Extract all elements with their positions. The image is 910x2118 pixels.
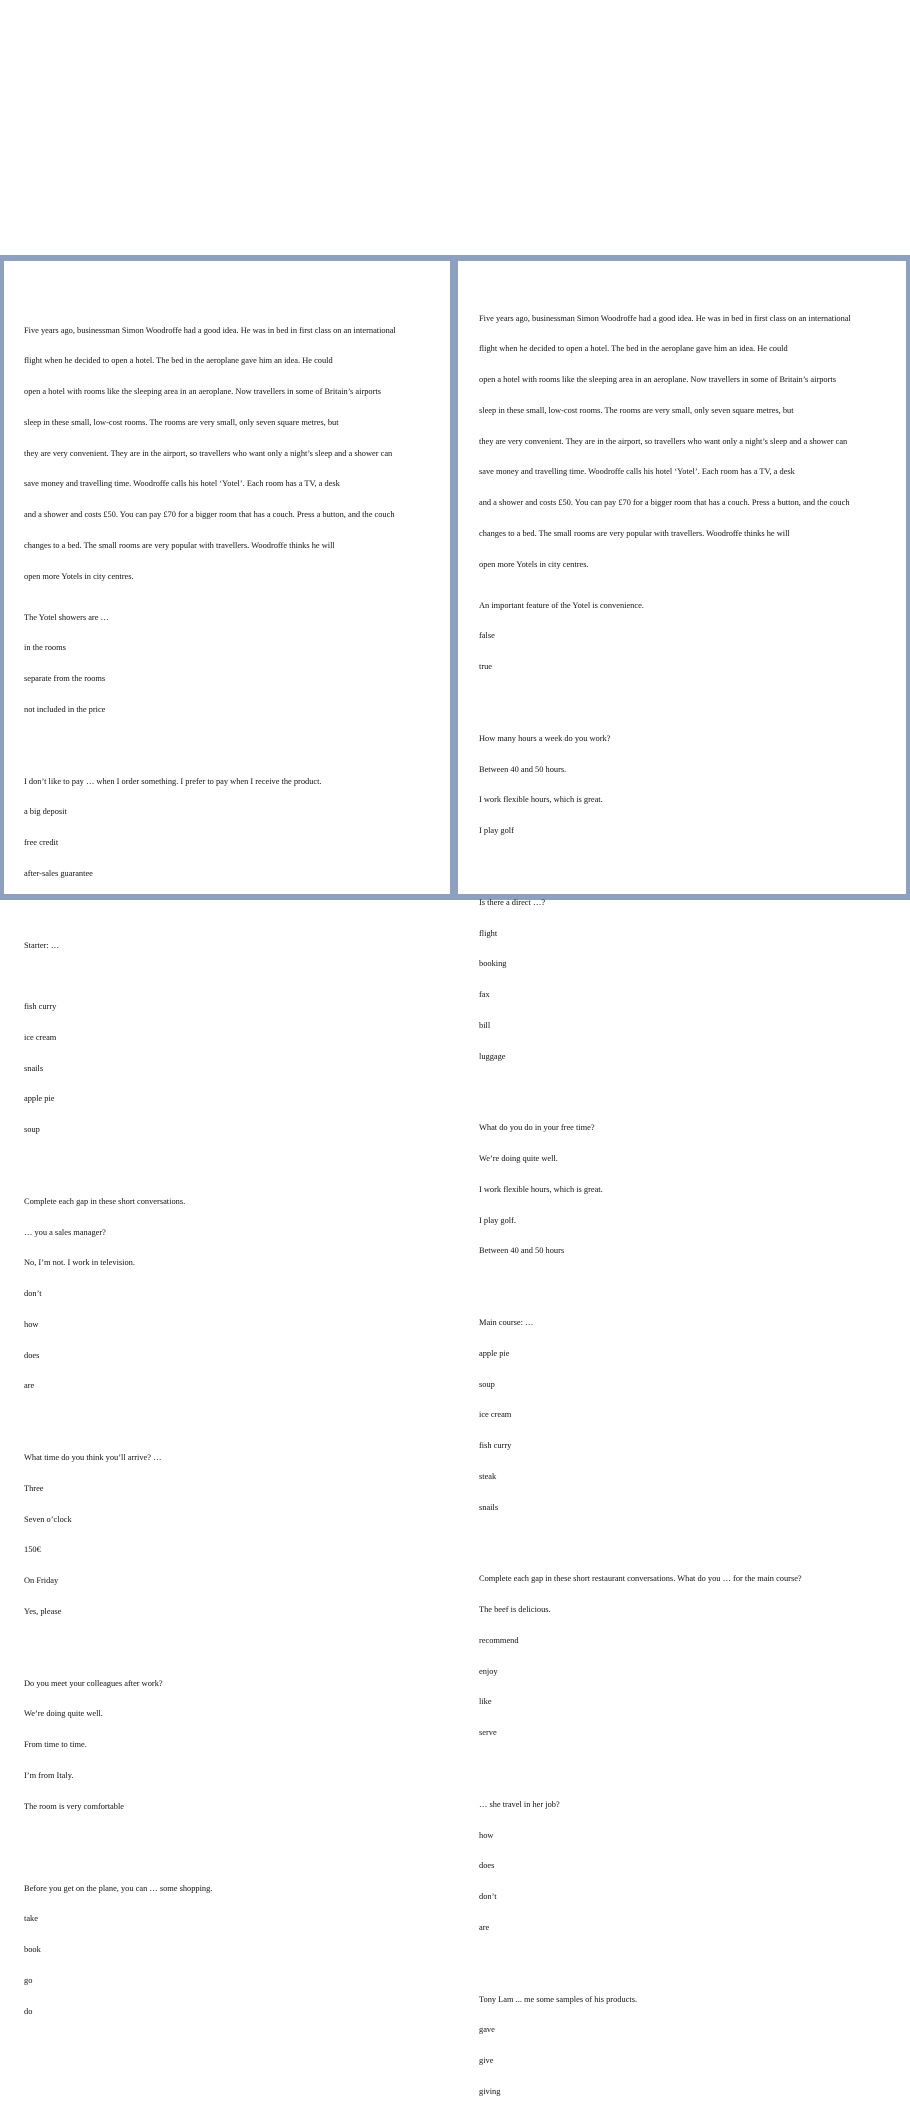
answer-option[interactable]: apple pie [479, 1348, 510, 1358]
answer-option[interactable]: give [479, 2056, 494, 2065]
question-prompt: … you a sales manager? [24, 1227, 106, 1237]
answer-option[interactable]: fax [479, 990, 490, 999]
passage-line: they are very convenient. They are in the airport, so travellers who want only a night’s sleep and a shower can [479, 436, 848, 446]
question-text: Before you get on the plane, you can … some shopping. [24, 1883, 213, 1893]
answer-option[interactable]: separate from the rooms [24, 674, 106, 683]
answer-option[interactable]: From time to time. [24, 1740, 87, 1749]
answer-option[interactable]: Between 40 and 50 hours. [479, 764, 567, 774]
answer-option[interactable]: go [24, 1975, 33, 1985]
question-text: An important feature of the Yotel is convenience. [479, 600, 644, 610]
answer-option[interactable]: giving [479, 2086, 501, 2096]
answer-option[interactable]: a big deposit [24, 807, 67, 817]
answer-option[interactable]: in the rooms [24, 643, 66, 653]
answer-option[interactable]: recommend [479, 1635, 519, 1645]
page-left-text [24, 305, 396, 2037]
answer-option[interactable]: Seven o’clock [24, 1514, 72, 1524]
answer-option[interactable]: are [479, 1922, 490, 1932]
answer-option[interactable]: how [479, 1830, 494, 1840]
answer-option[interactable]: after-sales guarantee [24, 868, 93, 878]
answer-option[interactable]: I work flexible hours, which is great. [479, 795, 603, 805]
question-text: … she travel in her job? [479, 1799, 560, 1809]
question-text: Complete each gap in these short conversations. [24, 1196, 186, 1206]
answer-option[interactable]: don’t [479, 1892, 497, 1901]
answer-option[interactable]: flight [479, 928, 498, 938]
answer-option[interactable]: ice cream [24, 1032, 57, 1042]
answer-option[interactable]: Yes, please [24, 1606, 62, 1616]
passage-line: sleep in these small, low-cost rooms. The rooms are very small, only seven square metres, but [24, 417, 339, 427]
answer-option[interactable]: free credit [24, 838, 59, 847]
question-text: Is there a direct …? [479, 897, 546, 907]
passage-line: they are very convenient. They are in the airport, so travellers who want only a night’s sleep and a shower can [24, 448, 393, 458]
answer-option[interactable]: are [24, 1381, 35, 1391]
document-page-right [458, 261, 906, 2096]
answer-option[interactable]: I’m from Italy. [24, 1770, 74, 1780]
answer-option[interactable]: booking [479, 959, 507, 969]
passage-line: open more Yotels in city centres. [24, 571, 134, 581]
passage-line: save money and travelling time. Woodroffe calls his hotel ‘Yotel’. Each room has a TV, a desk [479, 467, 795, 477]
answer-option[interactable]: enjoy [479, 1666, 498, 1676]
question-text: What time do you think you’ll arrive? … [24, 1453, 162, 1462]
answer-option[interactable]: serve [479, 1728, 497, 1737]
answer-option[interactable]: 150€ [24, 1545, 41, 1555]
answer-option[interactable]: snails [24, 1063, 44, 1073]
question-text: Complete each gap in these short restaurant conversations. What do you … for the main course? [479, 1574, 802, 1584]
answer-option[interactable]: We’re doing quite well. [479, 1154, 558, 1163]
answer-option[interactable]: I play golf [479, 826, 514, 835]
document-viewer-background [0, 255, 910, 2096]
answer-option[interactable]: soup [479, 1379, 495, 1389]
passage-line: open a hotel with rooms like the sleeping area in an aeroplane. Now travellers in some of Britain’s airports [24, 387, 381, 396]
question-text: Starter: … [24, 940, 60, 950]
answer-option[interactable]: On Friday [24, 1576, 59, 1585]
question-text: I don’t like to pay … when I order something. I prefer to pay when I receive the product. [24, 776, 322, 786]
answer-option[interactable]: soup [24, 1125, 40, 1134]
answer-option[interactable]: The room is very comfortable [24, 1801, 125, 1811]
passage-line: and a shower and costs £50. You can pay £70 for a bigger room that has a couch. Press a button, and the couch [479, 498, 850, 507]
answer-option[interactable]: does [24, 1350, 40, 1360]
answer-option[interactable]: not included in the price [24, 704, 106, 714]
answer-option[interactable]: false [479, 631, 495, 641]
passage-line: flight when he decided to open a hotel. The bed in the aeroplane gave him an idea. He could [24, 356, 333, 366]
passage-line: and a shower and costs £50. You can pay £70 for a bigger room that has a couch. Press a button, and the couch [24, 510, 395, 519]
passage-line: sleep in these small, low-cost rooms. The rooms are very small, only seven square metres, but [479, 405, 794, 415]
question-text: Main course: … [479, 1318, 534, 1327]
passage-line: changes to a bed. The small rooms are very popular with travellers. Woodroffe thinks he will [24, 540, 335, 550]
question-prompt: The beef is delicious. [479, 1605, 551, 1614]
answer-option[interactable]: Three [24, 1483, 44, 1493]
passage-line: open more Yotels in city centres. [479, 559, 589, 569]
passage-line: open a hotel with rooms like the sleeping area in an aeroplane. Now travellers in some of Britain’s airports [479, 375, 836, 384]
answer-option[interactable]: does [479, 1861, 495, 1871]
question-text: What do you do in your free time? [479, 1123, 595, 1133]
answer-option[interactable]: take [24, 1914, 38, 1924]
passage-line: save money and travelling time. Woodroffe calls his hotel ‘Yotel’. Each room has a TV, a desk [24, 479, 340, 489]
answer-option[interactable]: true [479, 662, 493, 671]
question-answer-line: No, I’m not. I work in television. [24, 1258, 135, 1268]
answer-option[interactable]: gave [479, 2025, 495, 2035]
answer-option[interactable]: snails [479, 1502, 499, 1512]
answer-option[interactable]: how [24, 1319, 39, 1329]
question-text: The Yotel showers are … [24, 612, 109, 622]
answer-option[interactable]: Between 40 and 50 hours [479, 1246, 565, 1256]
document-page-left [4, 261, 450, 2016]
answer-option[interactable]: do [24, 2006, 33, 2016]
answer-option[interactable]: apple pie [24, 1094, 55, 1104]
answer-option[interactable]: fish curry [24, 1002, 57, 1011]
passage-line: changes to a bed. The small rooms are very popular with travellers. Woodroffe thinks he will [479, 528, 790, 538]
page-right-text [479, 293, 851, 2118]
answer-option[interactable]: like [479, 1697, 492, 1707]
answer-option[interactable]: bill [479, 1020, 491, 1030]
question-text: How many hours a week do you work? [479, 733, 611, 743]
question-text: Do you meet your colleagues after work? [24, 1678, 163, 1688]
passage-line: flight when he decided to open a hotel. The bed in the aeroplane gave him an idea. He could [479, 344, 788, 354]
answer-option[interactable]: I work flexible hours, which is great. [479, 1184, 603, 1194]
answer-option[interactable]: fish curry [479, 1441, 512, 1450]
answer-option[interactable]: We’re doing quite well. [24, 1709, 103, 1719]
answer-option[interactable]: book [24, 1945, 41, 1954]
passage-line: Five years ago, businessman Simon Woodroffe had a good idea. He was in bed in first class on an international [24, 325, 396, 335]
answer-option[interactable]: ice cream [479, 1410, 512, 1420]
passage-line: Five years ago, businessman Simon Woodroffe had a good idea. He was in bed in first class on an international [479, 313, 851, 323]
answer-option[interactable]: I play golf. [479, 1215, 516, 1225]
question-text: Tony Lam ... me some samples of his products. [479, 1994, 638, 2004]
answer-option[interactable]: luggage [479, 1051, 506, 1061]
answer-option[interactable]: steak [479, 1471, 497, 1481]
answer-option[interactable]: don’t [24, 1289, 42, 1298]
